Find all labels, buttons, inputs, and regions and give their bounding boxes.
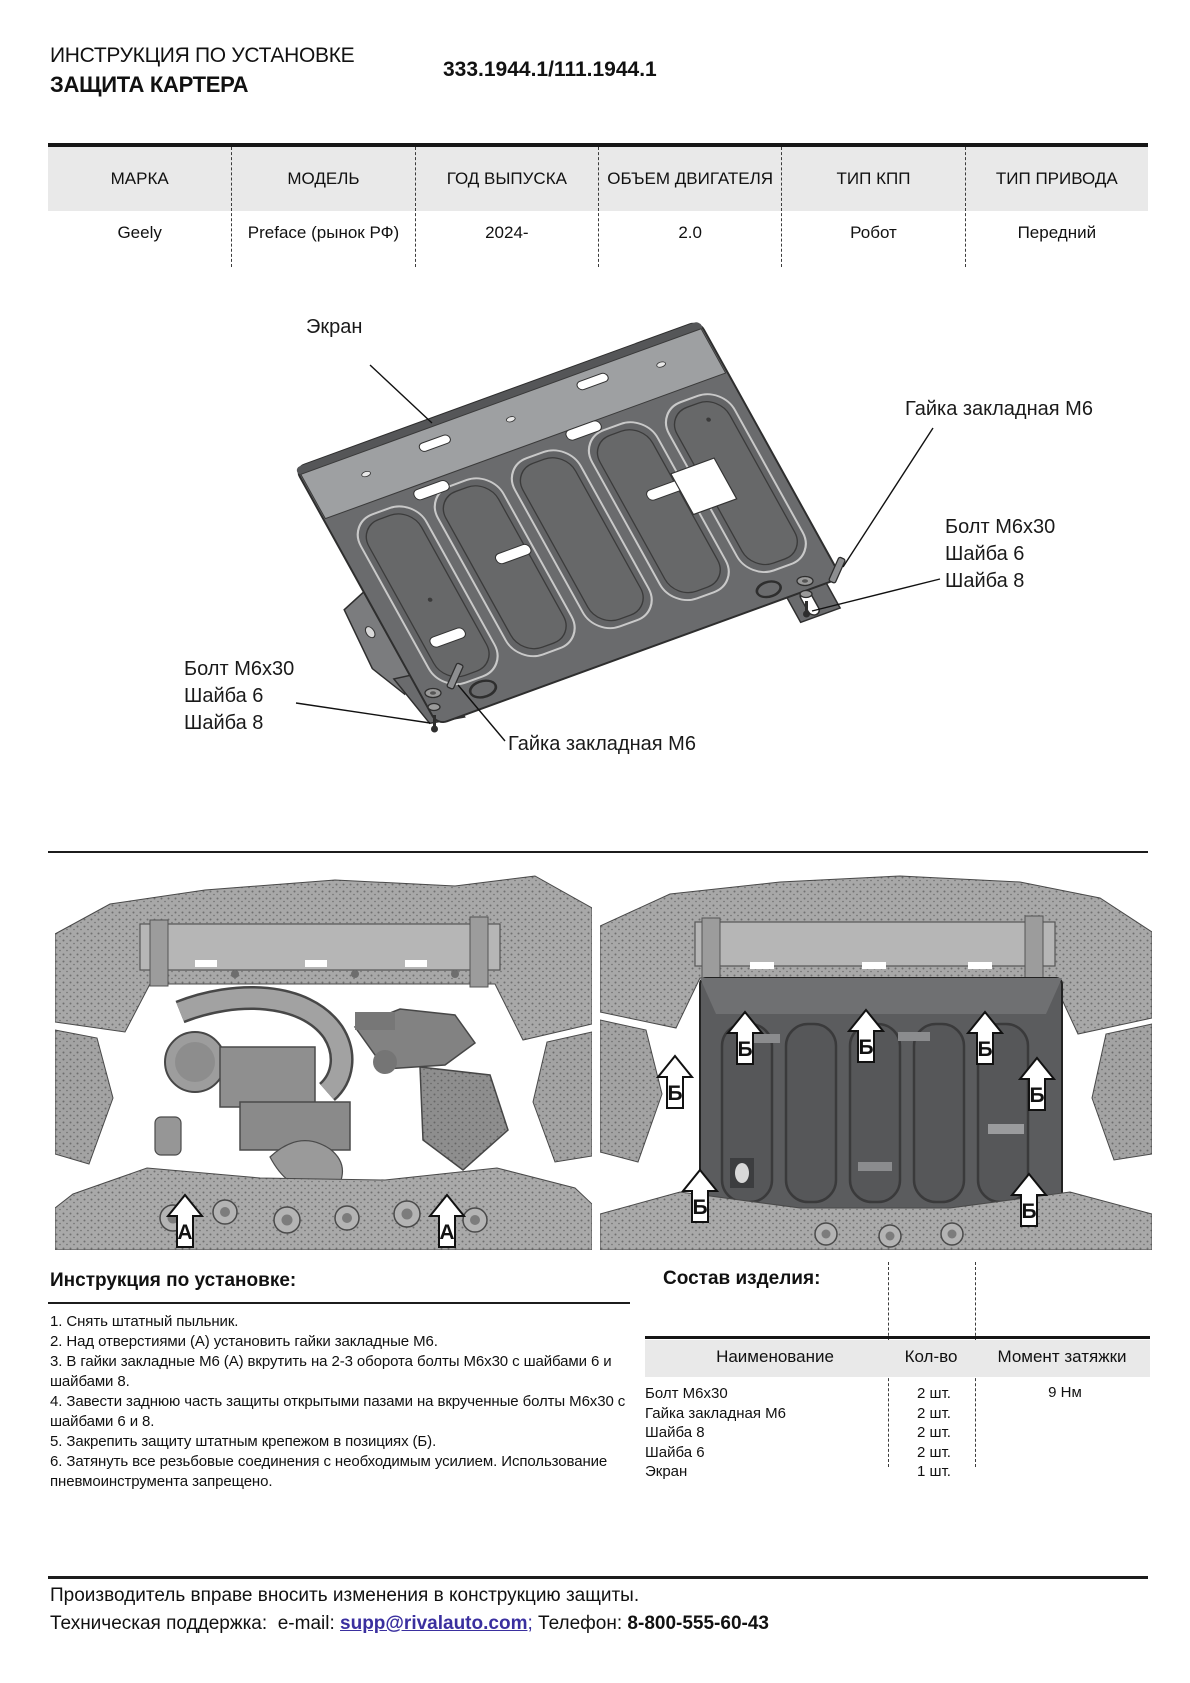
svg-text:Б: Б	[858, 1036, 874, 1059]
svg-text:Б: Б	[692, 1196, 708, 1219]
part-number: 333.1944.1/111.1944.1	[443, 58, 657, 81]
label-bolt-right-3: Шайба 8	[945, 570, 1025, 592]
vehicle-col-model	[231, 147, 414, 267]
label-bolt-right-1: Болт М6х30	[945, 516, 1056, 538]
part-name: Болт М6х30	[645, 1385, 728, 1402]
footer-disclaimer: Производитель вправе вносить изменения в конструкцию защиты.	[50, 1585, 640, 1606]
svg-text:А: А	[439, 1221, 455, 1244]
parts-col-qty: Кол-во	[904, 1347, 958, 1366]
part-qty: 2 шт.	[917, 1424, 951, 1441]
photo-underbody-before	[55, 862, 592, 1250]
email-label: e-mail:	[277, 1613, 335, 1634]
support-label: Техническая поддержка:	[50, 1613, 268, 1634]
part-qty: 2 шт.	[917, 1443, 951, 1461]
section-divider	[48, 851, 1148, 853]
part-qty: 2 шт.	[917, 1404, 951, 1422]
label-bolt-right-2: Шайба 6	[945, 543, 1025, 565]
photo-underbody-after	[600, 862, 1152, 1250]
label-rivet-nut-right: Гайка закладная М6	[905, 398, 1093, 420]
parts-table	[645, 1262, 1150, 1480]
parts-quantities	[893, 1384, 975, 1482]
support-email-link[interactable]: supp@rivalauto.com	[340, 1613, 528, 1634]
svg-text:А: А	[177, 1221, 193, 1244]
label-rivet-nut-bottom: Гайка закладная М6	[508, 733, 696, 755]
parts-heading: Состав изделия:	[663, 1268, 821, 1289]
col-header: ГОД ВЫПУСКА	[446, 169, 567, 188]
col-header: ТИП КПП	[836, 169, 911, 188]
label-bolt-left	[184, 656, 294, 737]
instructions-heading: Инструкция по установке:	[50, 1270, 297, 1291]
instruction-item: 4. Завести заднюю часть защиты открытыми пазами на вкрученные болты М6х30 с шайбами 6 и 8.	[50, 1393, 626, 1430]
instruction-item: 5. Закрепить защиту штатным крепежом в позициях (Б).	[50, 1433, 437, 1450]
footer-support-line	[50, 1613, 769, 1635]
svg-text:Б: Б	[1029, 1084, 1045, 1107]
col-value: 2.0	[678, 223, 702, 242]
col-value: Geely	[117, 223, 162, 242]
col-value: Preface (рынок РФ)	[247, 223, 400, 242]
footer-rule	[48, 1576, 1148, 1579]
phone-label: Телефон:	[538, 1613, 623, 1634]
label-screen: Экран	[306, 316, 363, 338]
parts-names	[645, 1384, 888, 1482]
col-value: Передний	[1017, 223, 1097, 242]
instruction-item: 1. Снять штатный пыльник.	[50, 1313, 239, 1330]
col-value: 2024-	[485, 223, 529, 242]
col-header: МАРКА	[110, 169, 169, 188]
support-phone: 8-800-555-60-43	[627, 1613, 769, 1634]
vehicle-col-engine	[598, 147, 781, 267]
label-bolt-left-3: Шайба 8	[184, 712, 264, 734]
torque-value: 9 Нм	[1048, 1384, 1082, 1401]
skid-plate	[267, 321, 855, 760]
vehicle-col-year	[415, 147, 598, 267]
parts-rule	[645, 1336, 1150, 1339]
svg-text:Б: Б	[1021, 1200, 1037, 1223]
label-bolt-left-1: Болт М6х30	[184, 658, 295, 680]
installed-plate	[700, 978, 1062, 1238]
marker-arrow-b-left-upper	[658, 1056, 692, 1108]
doc-title-line1: ИНСТРУКЦИЯ ПО УСТАНОВКЕ	[50, 44, 355, 67]
part-name: Гайка закладная М6	[645, 1404, 786, 1422]
part-name: Шайба 6	[645, 1443, 705, 1461]
label-bolt-left-2: Шайба 6	[184, 685, 264, 707]
instruction-item: 6. Затянуть все резьбовые соединения с необходимым усилием. Использование пневмоинструмента запрещено.	[50, 1453, 608, 1490]
col-value: Робот	[850, 223, 897, 242]
part-qty: 1 шт.	[917, 1463, 951, 1480]
parts-col-torque: Момент затяжки	[997, 1347, 1127, 1366]
part-name: Шайба 8	[645, 1424, 705, 1441]
svg-text:Б: Б	[737, 1038, 753, 1061]
email-separator: ;	[527, 1613, 533, 1634]
instructions-rule	[48, 1302, 630, 1304]
vehicle-table	[48, 143, 1148, 265]
instructions-list	[50, 1312, 646, 1492]
parts-col-name: Наименование	[716, 1347, 834, 1366]
instruction-item: 3. В гайки закладные М6 (А) вкрутить на 2-3 оборота болты М6х30 с шайбами 6 и шайбами 8.	[50, 1353, 612, 1390]
vehicle-col-drive	[965, 147, 1148, 267]
doc-title-line2: ЗАЩИТА КАРТЕРА	[50, 72, 249, 97]
svg-text:Б: Б	[977, 1038, 993, 1061]
col-header: ТИП ПРИВОДА	[995, 169, 1118, 188]
part-qty: 2 шт.	[917, 1385, 951, 1402]
svg-text:Б: Б	[667, 1082, 683, 1105]
col-header: МОДЕЛЬ	[287, 169, 360, 188]
label-bolt-right	[945, 514, 1055, 595]
col-header: ОБЪЕМ ДВИГАТЕЛЯ	[607, 169, 774, 188]
instruction-item: 2. Над отверстиями (А) установить гайки закладные М6.	[50, 1333, 438, 1350]
part-name: Экран	[645, 1463, 688, 1480]
vehicle-col-gearbox	[781, 147, 964, 267]
vehicle-col-brand	[48, 147, 231, 267]
